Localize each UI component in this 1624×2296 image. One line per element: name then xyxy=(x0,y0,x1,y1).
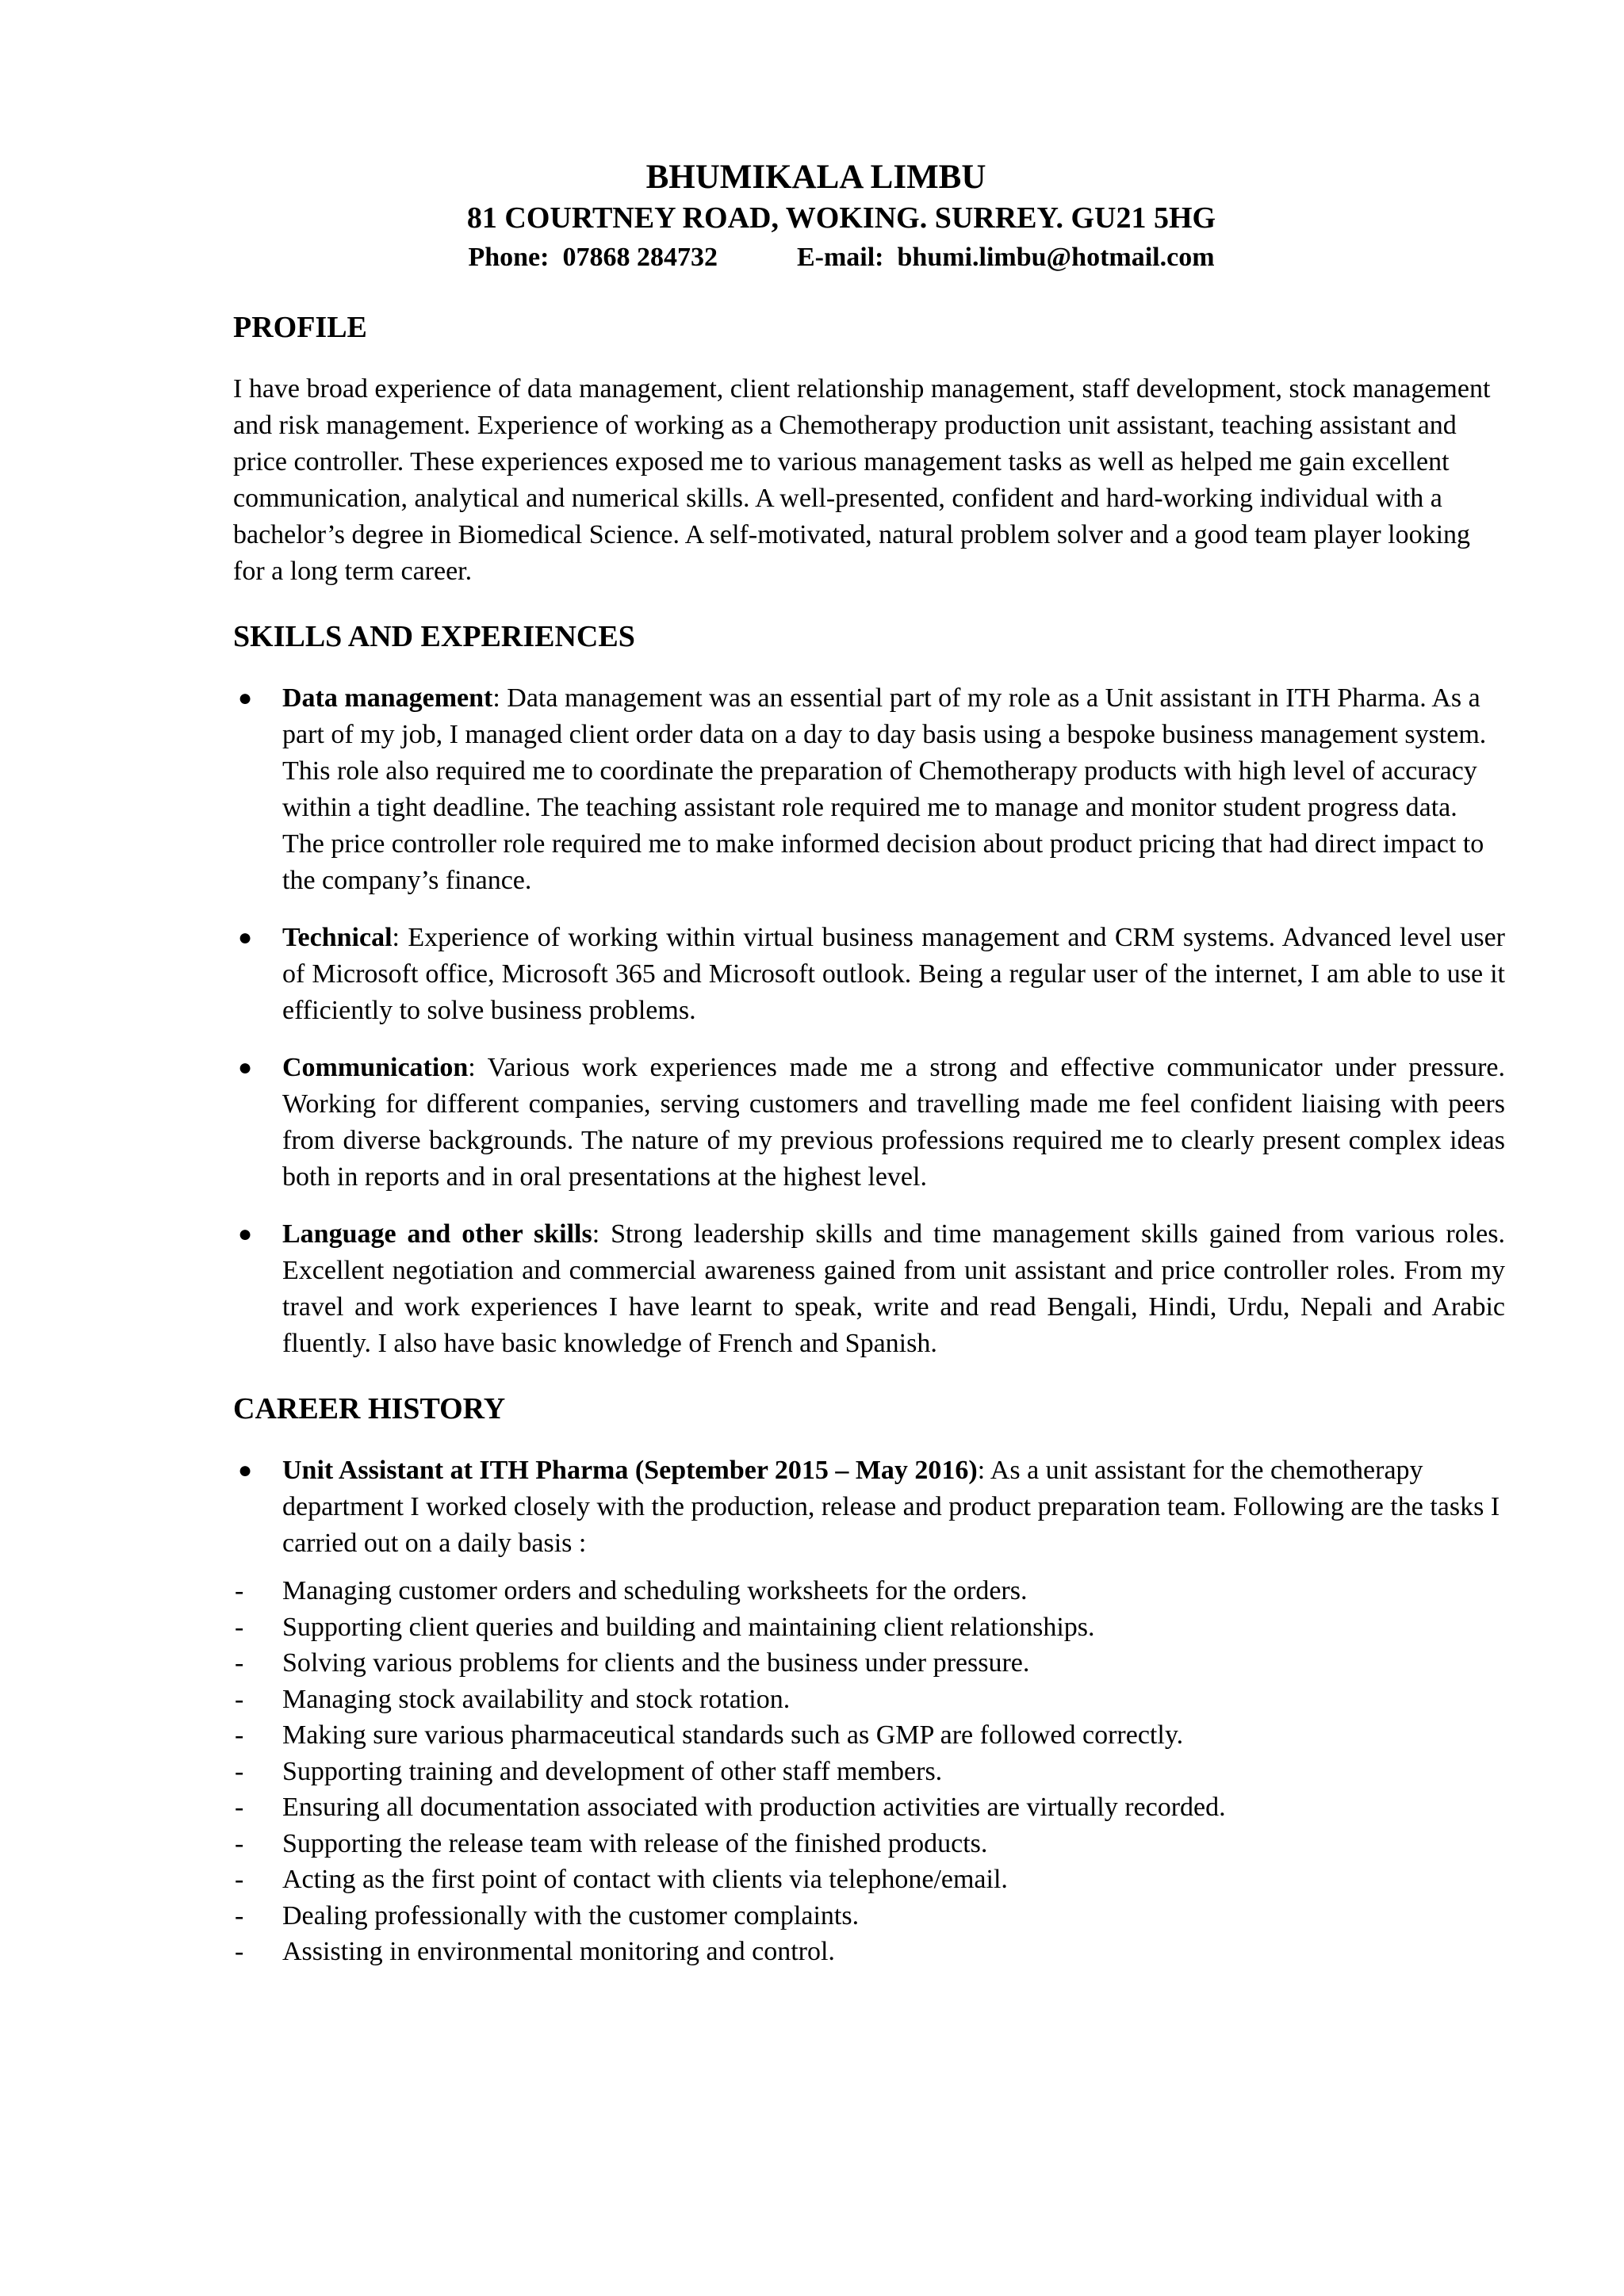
skill-text: : Experience of working within virtual business management and CRM systems. Advanced level user of Microsoft office, Microsoft 365 and Microsoft outlook. Being a regular user of the internet, I am able to use it efficiently to solve business problems. xyxy=(282,923,1505,1025)
dash-icon: - xyxy=(235,1684,244,1714)
skill-item-communication xyxy=(233,1050,1505,1196)
skills-heading: SKILLS AND EXPERIENCES xyxy=(233,620,635,653)
skill-label: Language and other skills xyxy=(282,1219,592,1249)
task-text: Managing stock availability and stock rotation. xyxy=(282,1684,791,1714)
skill-item-language xyxy=(233,1216,1505,1362)
bullet-icon: ● xyxy=(238,924,253,951)
dash-icon: - xyxy=(235,1720,244,1750)
dash-icon: - xyxy=(235,1793,244,1822)
dash-icon: - xyxy=(235,1756,244,1786)
profile-text: I have broad experience of data management, client relationship management, staff development, stock management and risk management. Experience of working as a Chemotherapy production unit assistant, teaching assistant and price controller. These experiences exposed me to various management tasks as well as helped me gain excellent communication, analytical and numerical skills. A well-presented, confident and hard-working individual with a bachelor’s degree in Biomedical Science. A self-motivated, natural problem solver and a good team player looking for a long term career. xyxy=(233,374,1491,586)
task-text: Supporting client queries and building and maintaining client relationships. xyxy=(282,1612,1095,1642)
dash-icon: - xyxy=(235,1612,244,1642)
task-item xyxy=(233,1682,1505,1718)
skill-text: : Data management was an essential part of my role as a Unit assistant in ITH Pharma. As a part of my job, I managed client order data on a day to day basis using a bespoke business management system. This role also required me to coordinate the preparation of Chemotherapy products with high level of accuracy within a tight deadline. The teaching assistant role required me to manage and monitor student progress data. The price controller role required me to make informed decision about product pricing that had direct impact to the company’s finance. xyxy=(282,683,1487,895)
career-item-ith-pharma xyxy=(233,1452,1505,1562)
task-item xyxy=(233,1645,1505,1682)
dash-icon: - xyxy=(235,1648,244,1678)
candidate-name: BHUMIKALA LIMBU xyxy=(645,159,986,196)
skill-label: Data management xyxy=(282,683,493,713)
task-text: Supporting training and development of other staff members. xyxy=(282,1756,943,1786)
skill-item-data-management xyxy=(233,680,1505,899)
task-text: Solving various problems for clients and the business under pressure. xyxy=(282,1648,1030,1678)
skill-label: Technical xyxy=(282,923,393,952)
task-text: Dealing professionally with the customer complaints. xyxy=(282,1900,860,1931)
skills-list xyxy=(233,680,1505,1362)
task-item xyxy=(233,1717,1505,1754)
task-text: Making sure various pharmaceutical standards such as GMP are followed correctly. xyxy=(282,1720,1184,1750)
task-text: Ensuring all documentation associated with production activities are virtually recorded. xyxy=(282,1793,1226,1822)
dash-icon: - xyxy=(235,1937,244,1966)
job-title: Unit Assistant at ITH Pharma (September 2015 – May 2016) xyxy=(282,1456,978,1485)
task-item xyxy=(233,1862,1505,1898)
task-list xyxy=(233,1573,1505,1970)
dash-icon: - xyxy=(235,1900,244,1931)
phone-text: Phone: 07868 284732 xyxy=(468,243,718,272)
bullet-icon: ● xyxy=(238,1221,253,1247)
task-item xyxy=(233,1826,1505,1862)
candidate-address: 81 COURTNEY ROAD, WOKING. SURREY. GU21 5HG xyxy=(466,201,1216,235)
bullet-icon: ● xyxy=(238,1054,253,1081)
email-text: E-mail: bhumi.limbu@hotmail.com xyxy=(796,243,1215,272)
resume-body xyxy=(233,308,1505,1970)
job-description: : As a unit assistant for the chemotherapy department I worked closely with the production, release and product preparation team. Following are the tasks I carried out on a daily basis : xyxy=(282,1456,1500,1558)
task-text: Assisting in environmental monitoring and control. xyxy=(282,1937,835,1966)
task-item xyxy=(233,1898,1505,1934)
task-item xyxy=(233,1609,1505,1646)
contact-line xyxy=(0,238,1624,277)
bullet-icon: ● xyxy=(238,1457,253,1483)
task-item xyxy=(233,1754,1505,1790)
resume-header xyxy=(0,157,1624,277)
profile-heading: PROFILE xyxy=(233,311,367,344)
career-list xyxy=(233,1452,1505,1562)
bullet-icon: ● xyxy=(238,685,253,711)
skill-item-technical xyxy=(233,920,1505,1029)
dash-icon: - xyxy=(235,1576,244,1605)
task-item xyxy=(233,1573,1505,1609)
task-item xyxy=(233,1934,1505,1970)
skill-text: : Various work experiences made me a strong and effective communicator under pressure. Working for different companies, serving customers and travelling made me feel confident liaising with peers from diverse backgrounds. The nature of my previous professions required me to clearly present complex ideas both in reports and in oral presentations at the highest level. xyxy=(282,1053,1505,1192)
task-text: Managing customer orders and scheduling worksheets for the orders. xyxy=(282,1576,1028,1605)
task-text: Acting as the first point of contact with clients via telephone/email. xyxy=(282,1865,1008,1894)
task-text: Supporting the release team with release of the finished products. xyxy=(282,1828,988,1858)
dash-icon: - xyxy=(235,1865,244,1894)
dash-icon: - xyxy=(235,1828,244,1858)
skill-text: : Strong leadership skills and time management skills gained from various roles. Excellent negotiation and commercial awareness gained from unit assistant and price controller roles. From my travel and work experiences I have learnt to speak, write and read Bengali, Hindi, Urdu, Nepali and Arabic fluently. I also have basic knowledge of French and Spanish. xyxy=(282,1219,1505,1358)
skill-label: Communication xyxy=(282,1053,469,1082)
career-heading: CAREER HISTORY xyxy=(233,1392,506,1425)
task-item xyxy=(233,1789,1505,1826)
